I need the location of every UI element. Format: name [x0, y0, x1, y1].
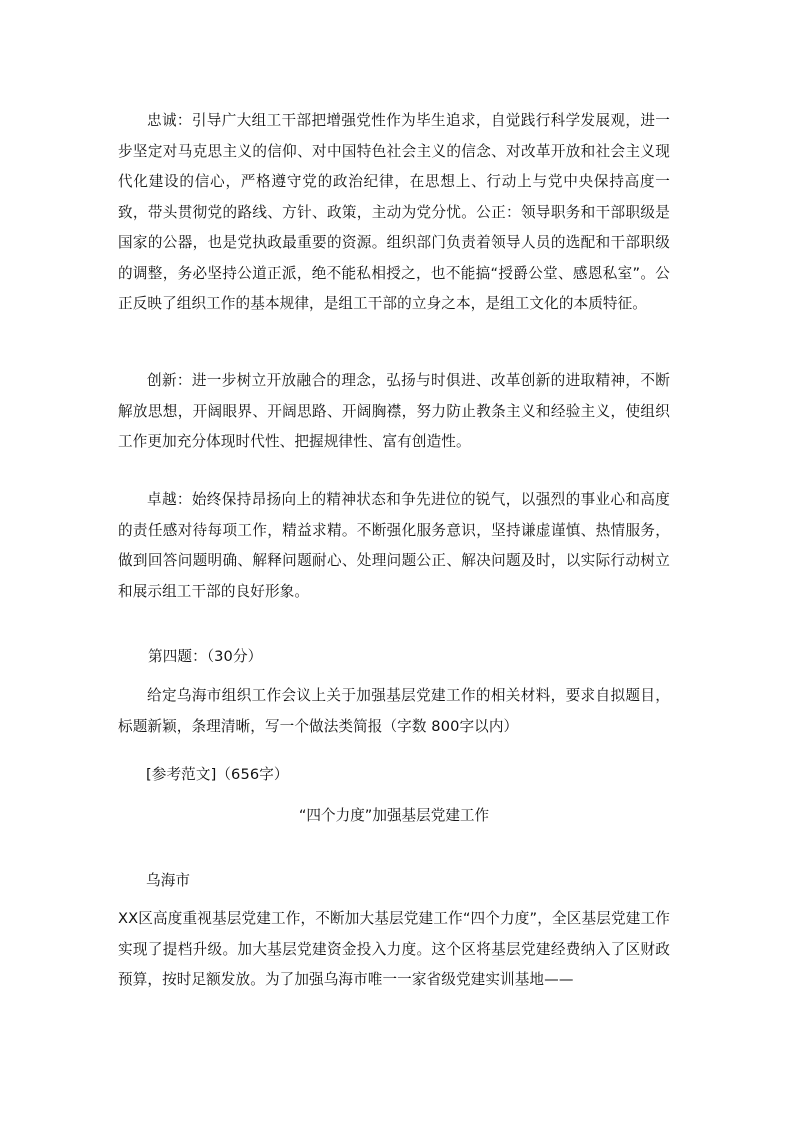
task-description: 给定乌海市组织工作会议上关于加强基层党建工作的相关材料，要求自拟题目，标题新颖，条理清晰，写一个做法类简报（字数 800字以内）	[118, 687, 670, 735]
paragraph-innovation: 创新：进一步树立开放融合的理念，弘扬与时俱进、改革创新的进取精神，不断解放思想，开阔眼界、开阔思路、开阔胸襟，努力防止教条主义和经验主义，使组织工作更加充分体现时代性、把握规律性、富有创造性。	[118, 372, 670, 450]
essay-body: XX区高度重视基层党建工作，不断加大基层党建工作“四个力度”，全区基层党建工作实现了提档升级。加大基层党建资金投入力度。这个区将基层党建经费纳入了区财政预算，按时足额发放。为了加强乌海市唯一一家省级党建实训基地——	[118, 910, 670, 988]
essay-title: “四个力度”加强基层党建工作	[298, 807, 490, 824]
question-heading: 第四题：（30分）	[148, 648, 263, 665]
paragraph-excellence: 卓越：始终保持昂扬向上的精神状态和争先进位的锐气，以强烈的事业心和高度的责任感对待每项工作，精益求精。不断强化服务意识，坚持谦虚谨慎、热情服务，做到回答问题明确、解释问题耐心、处理问题公正、解决问题及时，以实际行动树立和展示组工干部的良好形象。	[118, 491, 670, 600]
reference-label: [参考范文]（656字）	[146, 766, 289, 783]
essay-city: 乌海市	[146, 872, 191, 889]
paragraph-loyalty-fairness: 忠诚：引导广大组工干部把增强党性作为毕生追求，自觉践行科学发展观，进一步坚定对马克思主义的信仰、对中国特色社会主义的信念、对改革开放和社会主义现代化建设的信心，严格遵守党的政治纪律，在思想上、行动上与党中央保持高度一致，带头贯彻党的路线、方针、政策，主动为党分忧。公正：领导职务和干部职级是国家的公器，也是党执政最重要的资源。组织部门负责着领导人员的选配和干部职级的调整，务必坚持公道正派，绝不能私相授之，也不能搞“授爵公堂、感恩私室”。公正反映了组织工作的基本规律，是组工干部的立身之本，是组工文化的本质特征。	[118, 112, 670, 312]
